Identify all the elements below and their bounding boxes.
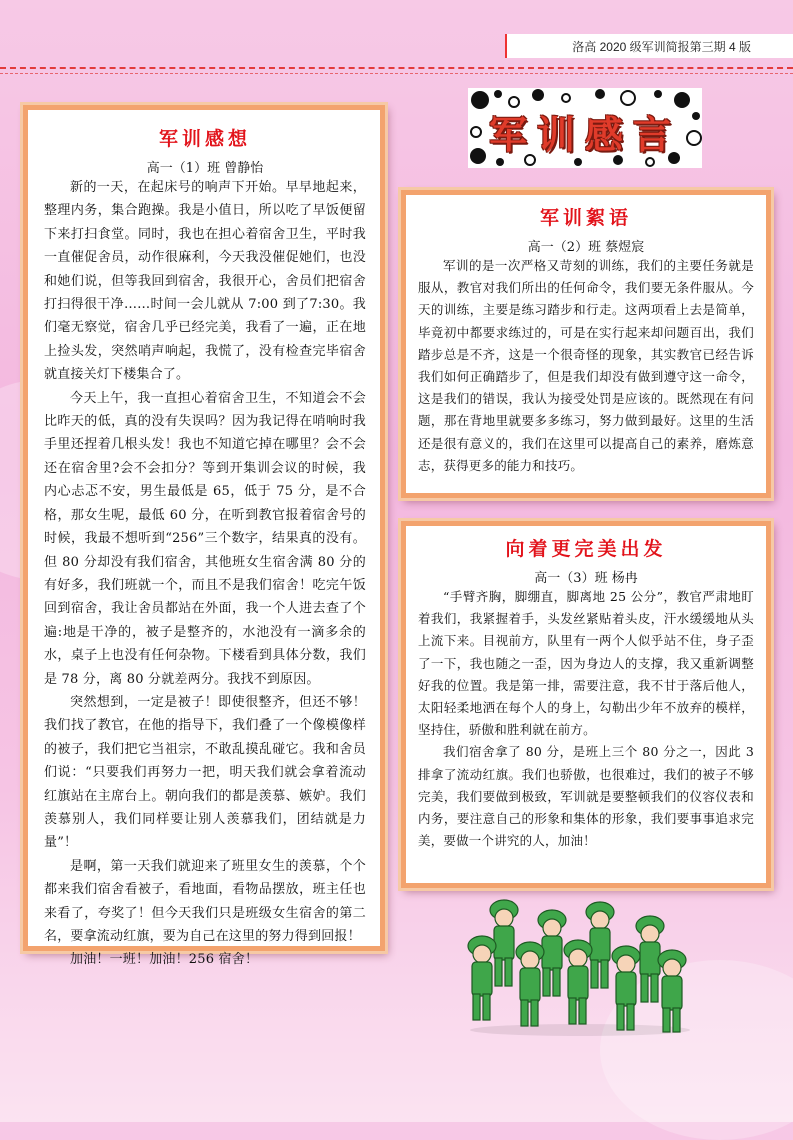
- soldier-figure: [470, 1024, 690, 1036]
- article-paragraph: 新的一天，在起床号的响声下开始。早早地起来，整理内务，集合跑操。我是小值日，所以吃了早饭便留下来打扫食堂。同时，我也在担心着宿舍卫生，平时我一直催促舍员，动作很麻利，今天我没催促她们，也没和她们说，但等我回到宿舍，我很开心，舍员们把宿舍打扫得很干净……时间一会儿就从 7:00 到了7:30。我们毫无察觉，宿舍几乎已经完美，我看了一遍，正在地上捡头发，突然哨声响起，我慌了，没有检查完毕宿舍就直接关灯下楼集合了。: [44, 180, 366, 383]
- article-panel-2: [401, 190, 771, 498]
- article-paragraph: “手臂齐胸，脚绷直，脚离地 25 公分”，教官严肃地盯着我们，我紧握着手，头发丝紧贴着头皮，汗水缓缓地从头上流下来。目视前方，队里有一两个人似乎站不住，身子歪了一下，我也随之一歪，因为身边人的支撑，我又重新调整好我的位置。我是第一排，需要注意，我不甘于落后他人，太阳轻柔地洒在每个人的身上，勾勒出少年不放弃的模样，坚持住，骄傲和胜利就在前方。: [418, 589, 754, 738]
- article-paragraph: 今天上午，我一直担心着宿舍卫生，不知道会不会比昨天的低，真的没有失误吗？因为我记得在哨响时我手里还捏着几根头发！我也不知道它掉在哪里？会不会还在宿舍里?会不会扣分？等到开集训会议的时候，我内心忐忑不安，男生最低是 65，低于 75 分，是不合格，那女生呢，最低 60 分，在听到教官报着宿舍号的时候，我最不想听到“256”三个数字，结果真的没有。但 80 分却没有我们宿舍，其他班女生宿舍满 80 分的有好多，我们班就一个，而且不是我们宿舍！吃完午饭回到宿舍，我让舍员都站在外面，我一个人进去查了个遍:地是干净的，被子是整齐的，水池没有一滴多余的水，桌子上也没有任何杂物。下楼看到具体分数，我们是 78 分，离 80 分就差两分。我找不到原因。: [44, 390, 366, 687]
- article-paragraph: 我们宿舍拿了 80 分，是班上三个 80 分之一，因此 3 排拿了流动红旗。我们也骄傲，也很难过，我们的被子不够完美，我们要做到极致，军训就是要整顿我们的仪容仪表和内务，要注意自己的形象和集体的形象，我们要事事追求完美，要做一个讲究的人，加油！: [418, 744, 754, 849]
- article-paragraph: 突然想到，一定是被子！即使很整齐，但还不够！我们找了教官，在他的指导下，我们叠了一个像模像样的被子，我们把它当祖宗，不敢乱摸乱碰它。我和舍员们说：“只要我们再努力一把，明天我们就会拿着流动红旗站在主席台上。朝向我们的都是羡慕、嫉妒。我们羡慕别人，我们同样要让别人羡慕我们，团结就是力量”！: [44, 694, 366, 851]
- header-text: 洛高 2020 级军训简报第三期 4 版: [572, 40, 751, 54]
- article-title: 向着更完美出发: [505, 538, 667, 560]
- header-divider: [0, 67, 793, 69]
- article-title: 军训感想: [158, 128, 251, 150]
- article-byline: 高一（1）班 曾静怡: [146, 161, 264, 176]
- header-divider-secondary: [0, 73, 793, 74]
- article-paragraph: 是啊，第一天我们就迎来了班里女生的羡慕，个个都来我们宿舍看被子，看地面，看物品摆放，班主任也来看了，夸奖了！但今天我们只是班级女生宿舍的第二名，要拿流动红旗，要为自己在这里的努力得到回报！: [44, 858, 366, 944]
- marching-soldiers-illustration: [460, 888, 700, 1038]
- article-paragraph: 加油！一班！加油！256 宿舍！: [70, 952, 259, 968]
- article-paragraph: 军训的是一次严格又苛刻的训练，我们的主要任务就是服从，教官对我们所出的任何命令，我们要无条件服从。今天的训练，主要是练习踏步和行走。这两项看上去是简单，毕竟初中都要求练过的，可是在实行起来却问题百出，我们踏步总是不齐，这是一个很奇怪的现象，其实教官已经告诉我们如何正确踏步了，但是我们却没有做到遵守这一命令，这是我们的错误，我认为接受处罚是应该的。既然现在有问题，那在背地里就要多多练习，努力做到最好。这里的生活还是很有意义的，我们在这里可以提高自己的素养，磨炼意志，获得更多的能力和技巧。: [418, 258, 754, 473]
- banner-title: 军训感言: [488, 112, 681, 157]
- section-banner: [468, 88, 702, 168]
- article-title: 军训絮语: [539, 207, 632, 229]
- article-byline: 高一（2）班 蔡煜宸: [527, 240, 645, 255]
- article-panel-1: [23, 105, 385, 968]
- page-header: [505, 34, 793, 58]
- article-byline: 高一（3）班 杨冉: [534, 571, 638, 586]
- article-panel-3: [401, 521, 771, 888]
